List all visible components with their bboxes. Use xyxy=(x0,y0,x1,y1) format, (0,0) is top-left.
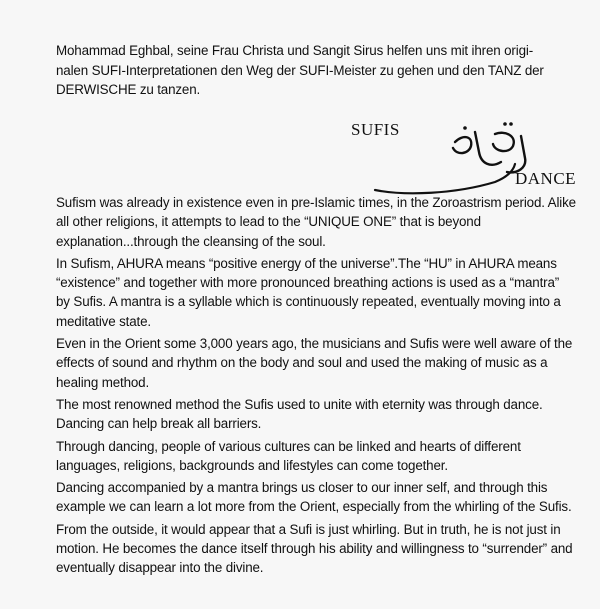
intro-line-3: DERWISCHE zu tanzen. xyxy=(56,82,201,97)
paragraph-7: From the outside, it would appear that a Sufi is just whirling. But in truth, he is not just in motion. He becomes the dance itself through his ability and willingness to “surrender” and eventually disappear into the divine. xyxy=(56,521,573,576)
sufis-dance-logo xyxy=(345,112,585,202)
paragraph-5: Through dancing, people of various cultures can be linked and hearts of different languages, religions, backgrounds and lifestyles can come together. xyxy=(56,438,521,473)
paragraph-6: Dancing accompanied by a mantra brings us closer to our inner self, and through this example we can learn a lot more from the Orient, especially from the whirling of the Sufis. xyxy=(56,480,572,515)
english-body-text xyxy=(56,193,576,581)
intro-line-1: Mohammad Eghbal, seine Frau Christa und Sangit Sirus helfen uns mit ihren origi- xyxy=(56,43,534,58)
intro-german-text xyxy=(56,41,576,100)
paragraph-4: The most renowned method the Sufis used to unite with eternity was through dance. Dancing can help break all barriers. xyxy=(56,396,543,432)
paragraph-1: Sufism was already in existence even in pre-Islamic times, in the Zoroastrism period. Alike all other religions, it attempts to lead to the “UNIQUE ONE” that is beyond explanation...through the cleansing of the soul. xyxy=(56,195,576,249)
logo-sufis: SUFIS xyxy=(351,120,400,139)
intro-line-2: nalen SUFI-Interpretationen den Weg der SUFI-Meister zu gehen und den TANZ der xyxy=(56,62,544,78)
paragraph-2: In Sufism, AHURA means “positive energy of the universe”.The “HU” in AHURA means “existence” and together with more pronounced breathing actions is used as a “mantra” by Sufis. A mantra is a syllable which is continuously repeated, eventually moving into a meditative state. xyxy=(56,255,561,329)
paragraph-3: Even in the Orient some 3,000 years ago, the musicians and Sufis were well aware of the effects of sound and rhythm on the body and soul and used the making of music as a healing method. xyxy=(56,336,573,390)
logo-dance: DANCE xyxy=(515,169,577,188)
